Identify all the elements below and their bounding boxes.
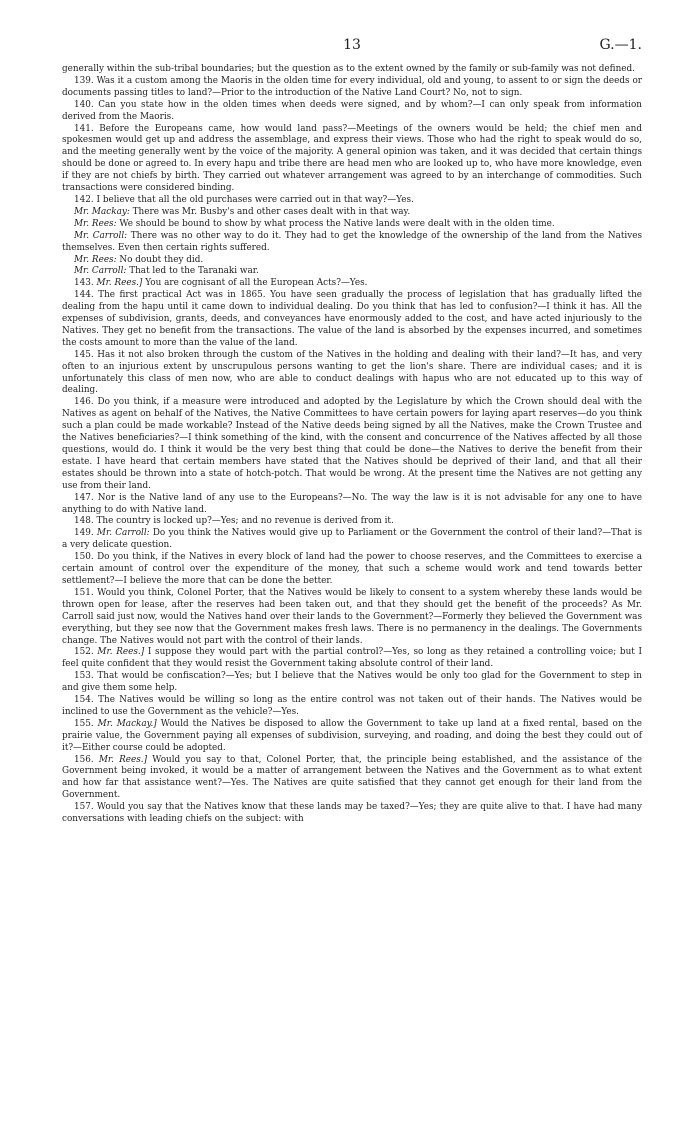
question-number: 156.: [74, 754, 94, 765]
paragraph: [62, 100, 642, 124]
paragraph: [62, 290, 642, 350]
paragraph: [62, 528, 642, 552]
paragraph-text: generally within the sub-tribal boundaries; but the question as to the extent owned by the family or sub-family was not defined.: [62, 64, 635, 74]
paragraph-text: Do you think, if a measure were introduced and adopted by the Legislature by which the Crown should deal with the Natives as agent on behalf of the Natives, the Native Committees to have certain powers for laying apart reserves—do you think such a plan could be made workable? Instead of the Native deeds being signed by all the Natives, make the Crown Trustee and the Natives beneficiaries?—I think something of the kind, with the consent and concurrence of the Natives affected by all those questions, would do. I think it would be the very best thing that could be done—the Natives to derive the benefit from their estate. I have heard that certain members have stated that the Natives should be deprived of their land, and that all their estates should be thrown into a state of hotch-potch. That would be wrong. At the present time the Natives are not getting any use from their land.: [62, 397, 643, 491]
question-number: 152.: [74, 647, 94, 658]
question-number: 157.: [74, 802, 94, 813]
paragraph-text: You are cognisant of all the European Acts?—Yes.: [145, 278, 368, 289]
paragraph-text: There was no other way to do it. They had to get the knowledge of the ownership of the land from the Natives themselves. Even then certain rights suffered.: [62, 230, 642, 253]
question-number: 145.: [74, 349, 94, 360]
question-number: 142.: [74, 194, 94, 205]
paragraph-text: Do you think, if the Natives in every block of land had the power to choose reserves, and the Committees to exercise a certain amount of control over the expenditure of the money, that such a scheme would work and tend towards better settlement?—I believe the more that can be done the better.: [62, 552, 642, 586]
paragraph: [62, 397, 642, 492]
paragraph: [62, 231, 642, 255]
paragraph: [62, 493, 642, 517]
paragraph: [62, 207, 642, 219]
paragraph-text: Nor is the Native land of any use to the Europeans?—No. The way the law is it is not advisable for any one to have anything to do with Native land.: [62, 492, 642, 515]
body-text: [62, 64, 642, 826]
paragraph-text: I believe that all the old purchases were carried out in that way?—Yes.: [96, 194, 414, 205]
paragraph: [62, 278, 642, 290]
paragraph-text: Would the Natives be disposed to allow the Government to take up land at a fixed rental, based on the prairie value, the Government paying all expenses of subdivision, surveying, and roading, and doing the best they could out of it?—Either course could be adopted.: [62, 718, 643, 753]
paragraph-text: Would you say that the Natives know that these lands may be taxed?—Yes; they are quite alive to that. I have had many conversations with leading chiefs on the subject: with: [62, 802, 643, 825]
paragraph: [62, 76, 642, 100]
speaker-name: Mr. Mackay:: [74, 206, 130, 217]
question-number: 148.: [74, 516, 94, 527]
paragraph-text: No doubt they did.: [119, 254, 204, 265]
paragraph: [62, 647, 642, 671]
paragraph: [62, 552, 642, 588]
paragraph-text: There was Mr. Busby's and other cases dealt with in that way.: [132, 206, 411, 217]
speaker-name: Mr. Rees:: [74, 254, 117, 265]
speaker-name: Mr. Carroll:: [74, 230, 128, 241]
speaker-name: Mr. Mackay.]: [97, 718, 157, 729]
speaker-name: Mr. Rees:: [74, 218, 117, 229]
paragraph-text: Was it a custom among the Maoris in the olden time for every individual, old and young, to assent to or sign the deeds or documents passing titles to land?—Prior to the introduction of the Native Land Court? No, not to sign.: [62, 75, 642, 98]
paragraph: [62, 695, 642, 719]
question-number: 141.: [74, 123, 94, 134]
question-number: 146.: [74, 397, 94, 408]
question-number: 140.: [74, 99, 94, 110]
question-number: 139.: [74, 75, 94, 86]
paragraph: [62, 671, 642, 695]
question-number: 155.: [74, 718, 94, 729]
question-number: 153.: [74, 671, 94, 682]
question-number: 149.: [74, 528, 94, 539]
paragraph: [62, 195, 642, 207]
question-number: 151.: [74, 587, 94, 598]
paragraph: [62, 802, 642, 826]
page-number: 13: [343, 37, 361, 53]
speaker-name: Mr. Carroll:: [74, 266, 127, 277]
paragraph-text: That would be confiscation?—Yes; but I believe that the Natives would be only too glad for the Government to step in and give them some help.: [62, 671, 642, 694]
paragraph-text: I suppose they would part with the partial control?—Yes, so long as they retained a controlling voice; but I feel quite confident that they would resist the Government taking absolute control of their land.: [62, 647, 643, 670]
paragraph: [62, 266, 642, 278]
speaker-name: Mr. Carroll:: [96, 528, 150, 539]
paragraph: [62, 124, 642, 195]
paragraph-text: The first practical Act was in 1865. You have seen gradually the process of legislation that has gradually lifted the dealing from the hapu until it came down to individual dealing. Do you think that has led to confusion?—I think it has. All the expenses of subdivision, grants, deeds, and conveyances have enormously added to the cost, and have acted injuriously to the Natives. They get no benefit from the transactions. The value of the land is absorbed by the expenses incurred, and sometimes the costs amount to more than the value of the land.: [62, 290, 643, 348]
paragraph-text: The Natives would be willing so long as the entire control was not taken out of their hands. The Natives would be inclined to use the Government as the vehicle?—Yes.: [62, 695, 643, 717]
speaker-name: Mr. Rees.]: [96, 278, 143, 289]
page-header: [62, 37, 642, 62]
paragraph: [62, 255, 642, 267]
paragraph-text: Has it not also broken through the custom of the Natives in the holding and dealing with their land?—It has, and very often to an injurious extent by unscrupulous persons wanting to get the lion's share. There are individual cases; and it is unfortunately this class of men now, who are able to conduct dealings with hapus who are not educated up to this way of dealing.: [62, 349, 642, 396]
question-number: 147.: [74, 492, 94, 503]
question-number: 144.: [74, 290, 94, 301]
document-reference: G.—1.: [599, 37, 642, 53]
paragraph-text: Before the Europeans came, how would land pass?—Meetings of the owners would be held; the chief men and spokesmen would get up and address the assemblage, and express their views. Those who had the right to speak would do so, and the meeting generally went by the voice of the majority. A general opinion was taken, and it was decided that certain things should be done or agreed to. In every hapu and tribe there are head men who are looked up to, who have more knowledge, even if they are not chiefs by birth. They carried out whatever arrangement was agreed to by an interchange of commodities. Such transactions were considered binding.: [62, 123, 643, 194]
paragraph: [62, 516, 642, 528]
paragraph-text: Can you state how in the olden times when deeds were signed, and by whom?—I can only speak from information derived from the Maoris.: [62, 99, 642, 122]
speaker-name: Mr. Rees.]: [98, 754, 148, 765]
paragraph-text: Would you say to that, Colonel Porter, that, the principle being established, and the assistance of the Government being invoked, it would be a matter of arrangement between the Natives and the Government as to what extent and how far that assistance went?—Yes. The Natives are quite satisfied that they cannot get enough for their land from the Government.: [62, 754, 643, 801]
paragraph: [62, 588, 642, 648]
paragraph-text: We should be bound to show by what process the Native lands were dealt with in the olden time.: [119, 218, 555, 229]
paragraph-text: Would you think, Colonel Porter, that the Natives would be likely to consent to a system whereby these lands would be thrown open for lease, after the reserves had been taken out, and that they should get the benefit of the proceeds? As Mr. Carroll said just now, would the Natives hand over their lands to the Government?—Formerly they believed the Government was everything, but they see now that the Government makes fresh laws. There is no permanency in the dealings. The Governments change. The Natives would not part with the control of their lands.: [62, 587, 642, 646]
question-number: 150.: [74, 552, 94, 563]
paragraph: [62, 64, 642, 76]
document-page: [62, 37, 643, 826]
paragraph: [62, 350, 642, 398]
speaker-name: Mr. Rees.]: [97, 647, 145, 658]
paragraph-text: That led to the Taranaki war.: [129, 266, 259, 277]
paragraph: [62, 755, 642, 803]
paragraph: [62, 219, 642, 231]
paragraph-text: The country is locked up?—Yes; and no revenue is derived from it.: [96, 516, 394, 527]
question-number: 143.: [74, 278, 94, 289]
question-number: 154.: [74, 695, 94, 706]
paragraph-text: Do you think the Natives would give up to Parliament or the Government the control of their land?—That is a very delicate question.: [62, 528, 643, 551]
paragraph: [62, 719, 642, 755]
